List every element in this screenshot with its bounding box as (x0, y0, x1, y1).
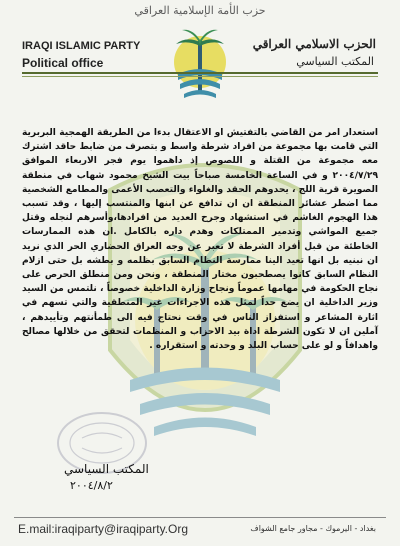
signature-date: ٢٠٠٤/٨/٢ (70, 479, 113, 492)
signature-office: المكتب السياسي (64, 462, 149, 476)
contact-email[interactable]: E.mail:iraqiparty@iraqiparty.Org (18, 522, 189, 536)
party-emblem-small-icon (168, 10, 232, 120)
letterhead-top-arabic: حزب الأمة الإسلامية العراقي (134, 4, 266, 17)
party-name-en: IRAQI ISLAMIC PARTY (22, 40, 141, 52)
header-divider-thin (22, 76, 378, 77)
letter-body: استعدار امر من القاضي بالتفتيش او الاعتقال بدءا من الطريقة الهمجية البربرية التي قامت بها مجموعة من افراد شرطة واسط و بتصرف من ضابط حاقد اشترك معه مجموعة من القتلة و اللصوص إذ داهموا يوم فجر الاربعاء الموافق ٢٠٠٤/٧/٢٩ و في الساعة الخامسة صباحاً بيت الشيخ محمود شهاب في منطقة الصويرة قرية اللج ، يحدوهم الحقد والغلواء والتعصب الأعمى والمطامع الشخصية مما اضطر عشائر المنطقة ان ان تدافع عن ابنها والمنتسب إليها ، وقد تسبب هذا الهجوم الغاشم في استشهاد وجرح العديد من افرادها،وأسرهم لنجله وقتل جميع المواشي وتدمير الممتلكات وهدم داره بالكامل .ان هذه الممارسات الخاطئة من قبل أفراد الشرطة لا تعبر عن وجه العراق الحضاري الحر الذي نريد ان نبنيه بل انها تعيد الينا ممارسة النظام السابق بظلمه و بطشه بل حتى ازلام النظام السابق كانوا يصطحبون مختار المنطقة ، ونحن ومن منطلق الحرص على نجاح الحكومة في مهامها عموماً ونجاح وزارة الداخلية خصوصاً ، نلتمس من السيد وزير الداخلية ان يضع حداً لمثل هذه الاجراءات غير المنطقية والتي تسهم في اثارة المشاعر و استفزاز الناس في وقت نحتاج فيه الى طمأنتهم وتأييدهم ، آملين ان لا تكون الشرطة اداة بيد الاحزاب و المنظمات لتحقق من خلالها مصالح واهدافاً و لو على حساب البلد و وحدته و استقراره . (22, 128, 378, 352)
office-name-ar: المكتب السياسي (296, 55, 374, 68)
party-name-ar: الحزب الاسلامي العراقي (252, 37, 376, 51)
office-name-en: Political office (22, 56, 104, 70)
footer-divider (14, 517, 386, 518)
contact-address: بغداد - اليرموك - مجاور جامع الشواف (250, 524, 376, 533)
header-divider (22, 72, 378, 74)
